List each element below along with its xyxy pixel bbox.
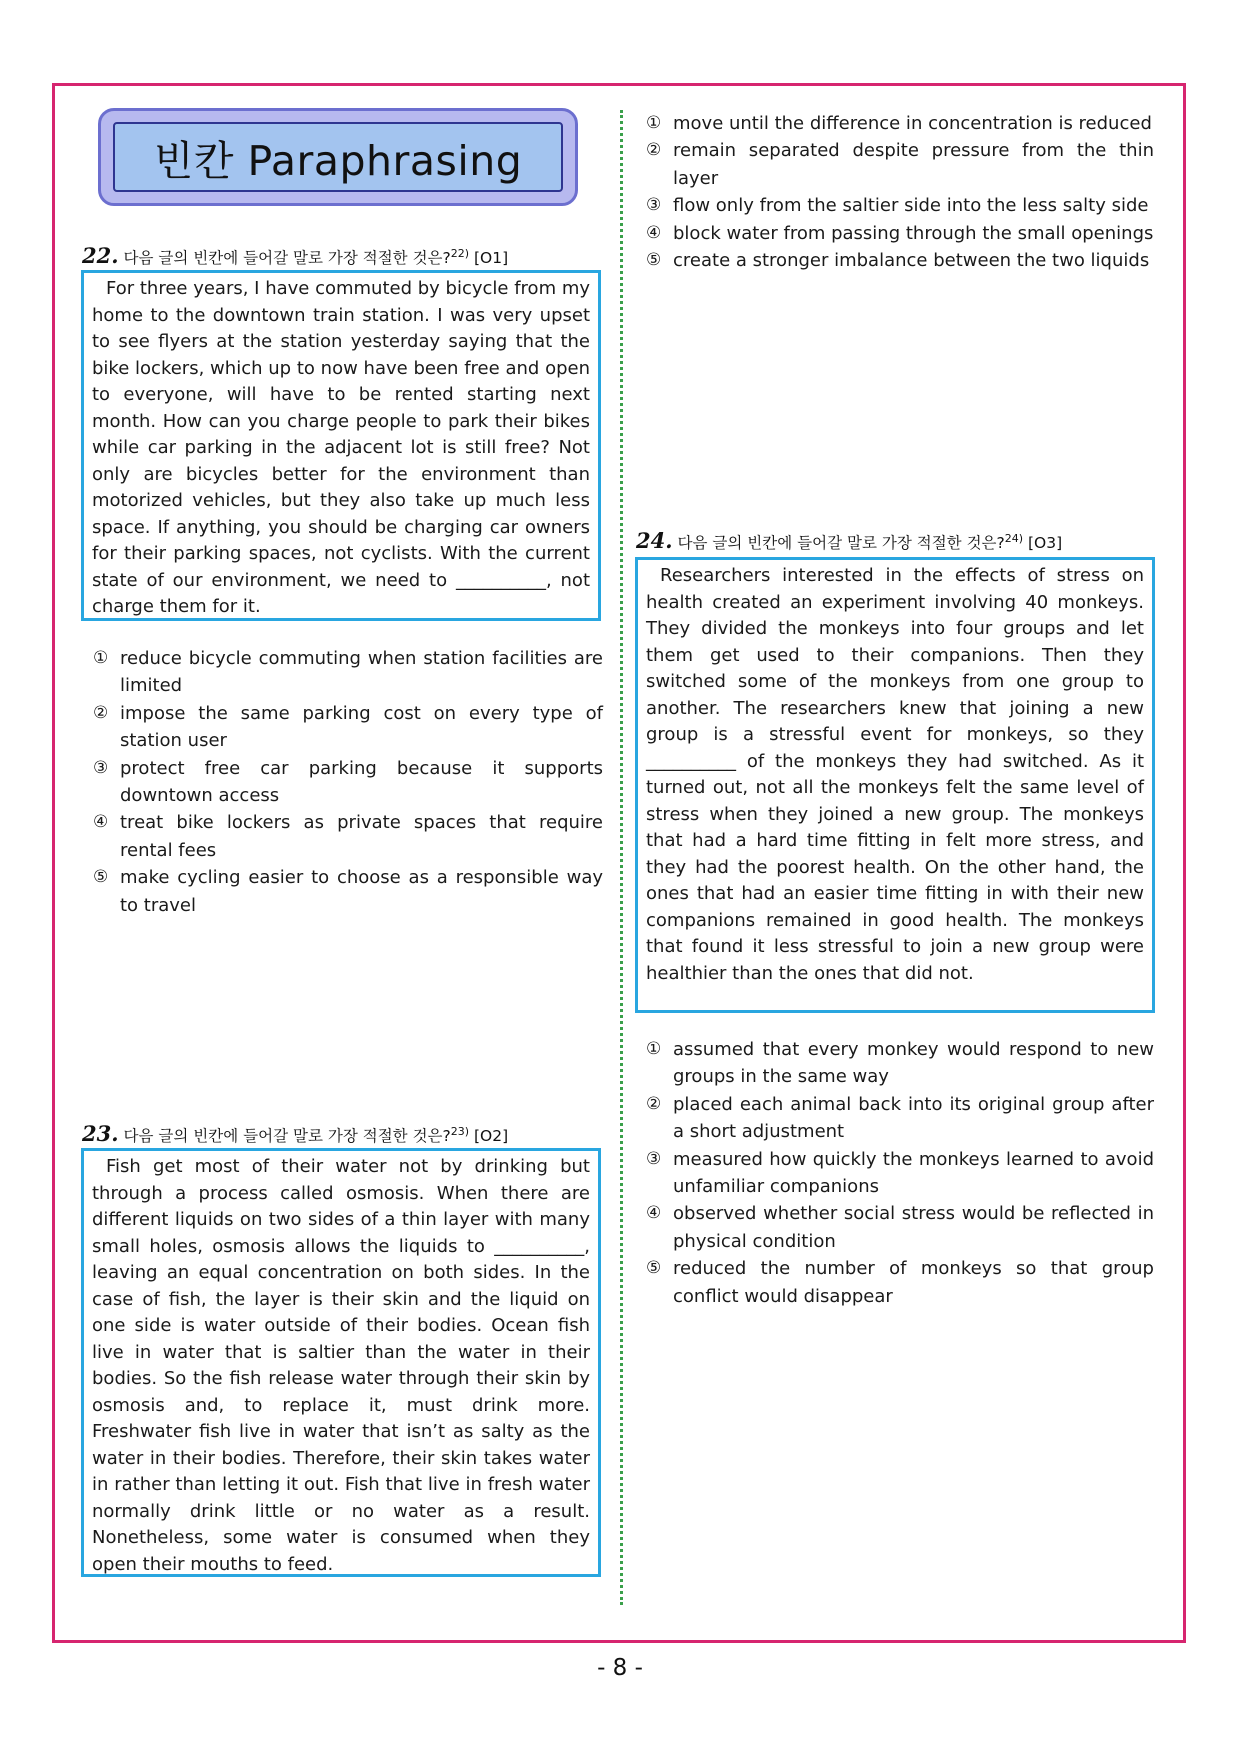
choice-text: assumed that every monkey would respond to new groups in the same way — [673, 1039, 1154, 1088]
choice-number: ③ — [646, 195, 662, 216]
choice-text: block water from passing through the small openings — [673, 222, 1154, 244]
question-24-passage: Researchers interested in the effects of stress on health created an experiment involving 40 monkeys. They divided the monkeys into four groups and let them get used to their companions. Then they switched some of the monkeys from one group to another. The researchers knew that joining a new group is a stressful event for monkeys, so they __________ of the monkeys they had switched. As it turned out, not all the monkeys felt the same level of stress when they joined a new group. The monkeys that had a hard time fitting in felt more stress, and they had the poorest health. On the other hand, the ones that had an easier time fitting in with their new companions remained in good health. The monkeys that found it less stressful to join a new group were healthier than the ones that did not. — [635, 557, 1155, 1013]
question-prompt: 다음 글의 빈칸에 들어갈 말로 가장 적절한 것은? — [123, 1127, 451, 1145]
choice-text: reduce bicycle commuting when station facilities are limited — [120, 648, 603, 697]
column-divider — [620, 110, 623, 1605]
question-prompt: 다음 글의 빈칸에 들어갈 말로 가장 적절한 것은? — [677, 534, 1005, 552]
section-title-banner — [98, 108, 578, 206]
choice-number: ① — [646, 1039, 662, 1059]
footnote-ref: 23) — [450, 1124, 470, 1138]
section-title-plate — [113, 122, 563, 192]
choice-number: ④ — [646, 222, 662, 243]
section-title: 빈칸 Paraphrasing — [153, 136, 523, 185]
footnote-ref: 24) — [1004, 531, 1024, 545]
question-22-passage: For three years, I have commuted by bicycle from my home to the downtown train station. I was very upset to see flyers at the station yesterday saying that the bike lockers, which up to now have been free and open to everyone, will have to be rented starting next month. How can you charge people to park their bikes while car parking in the adjacent lot is still free? Not only are bicycles better for the environment than motorized vehicles, but they also take up much less space. If anything, you should be charging car owners for their parking spaces, not cyclists. With the current state of our environment, we need to __________, not charge them for it. — [81, 270, 601, 621]
question-prompt: 다음 글의 빈칸에 들어갈 말로 가장 적절한 것은? — [123, 249, 451, 267]
choice-text: impose the same parking cost on every type of station user — [120, 702, 603, 752]
choice-number: ⑤ — [646, 1258, 662, 1279]
choice-5[interactable] — [646, 1255, 1154, 1310]
choice-text: protect free car parking because it supports downtown access — [120, 757, 603, 807]
choice-number: ① — [93, 648, 109, 668]
choice-number: ② — [93, 702, 109, 723]
question-number: 22. — [82, 243, 119, 268]
choice-text: flow only from the saltier side into the less salty side — [673, 195, 1149, 217]
choice-2[interactable] — [646, 137, 1154, 192]
question-number: 23. — [82, 1121, 119, 1146]
choice-number: ② — [646, 140, 662, 161]
choice-3[interactable] — [646, 192, 1154, 219]
choice-4[interactable] — [646, 220, 1154, 247]
choice-text: measured how quickly the monkeys learned to avoid unfamiliar companions — [673, 1148, 1154, 1198]
choice-text: placed each animal back into its original group after a short adjustment — [673, 1093, 1154, 1143]
choice-2[interactable] — [93, 700, 603, 755]
choice-1[interactable] — [646, 110, 1154, 137]
question-22-choices — [93, 645, 603, 919]
choice-text: treat bike lockers as private spaces that require rental fees — [120, 812, 603, 861]
choice-4[interactable] — [646, 1200, 1154, 1255]
question-23-choices — [646, 110, 1154, 274]
choice-2[interactable] — [646, 1091, 1154, 1146]
choice-text: create a stronger imbalance between the two liquids — [673, 250, 1150, 272]
page-number: - 8 - — [597, 1655, 643, 1681]
question-code: [O1] — [474, 249, 509, 267]
choice-number: ③ — [93, 757, 109, 778]
question-22-header — [82, 243, 508, 268]
choice-5[interactable] — [93, 864, 603, 919]
choice-number: ⑤ — [93, 867, 109, 888]
choice-number: ④ — [93, 812, 109, 833]
choice-number: ⑤ — [646, 250, 662, 271]
choice-text: remain separated despite pressure from the thin layer — [673, 140, 1154, 189]
choice-5[interactable] — [646, 247, 1154, 274]
choice-1[interactable] — [646, 1036, 1154, 1091]
question-23-passage: Fish get most of their water not by drinking but through a process called osmosis. When there are different liquids on two sides of a thin layer with many small holes, osmosis allows the liquids to __________, leaving an equal concentration on both sides. In the case of fish, the layer is their skin and the liquid on one side is water outside of their bodies. Ocean fish live in water that is saltier than the water in their bodies. So the fish release water through their skin by osmosis and, to replace it, must drink more. Freshwater fish live in water that isn’t as salty as the water in their bodies. Therefore, their skin takes water in rather than letting it out. Fish that live in fresh water normally drink little or no water as a result. Nonetheless, some water is consumed when they open their mouths to feed. — [81, 1148, 601, 1577]
question-code: [O3] — [1028, 534, 1063, 552]
choice-text: reduced the number of monkeys so that group conflict would disappear — [673, 1258, 1154, 1307]
question-24-header — [636, 528, 1062, 553]
question-24-choices — [646, 1036, 1154, 1310]
choice-3[interactable] — [93, 755, 603, 810]
footnote-ref: 22) — [450, 246, 470, 260]
choice-4[interactable] — [93, 809, 603, 864]
choice-1[interactable] — [93, 645, 603, 700]
question-number: 24. — [636, 528, 673, 553]
choice-3[interactable] — [646, 1146, 1154, 1201]
question-code: [O2] — [474, 1127, 509, 1145]
choice-number: ④ — [646, 1203, 662, 1224]
choice-text: move until the difference in concentration is reduced — [673, 113, 1152, 134]
choice-text: observed whether social stress would be reflected in physical condition — [673, 1203, 1154, 1252]
choice-number: ③ — [646, 1148, 662, 1169]
choice-number: ② — [646, 1093, 662, 1114]
choice-number: ① — [646, 113, 662, 133]
question-23-header — [82, 1121, 508, 1146]
choice-text: make cycling easier to choose as a responsible way to travel — [120, 867, 603, 916]
